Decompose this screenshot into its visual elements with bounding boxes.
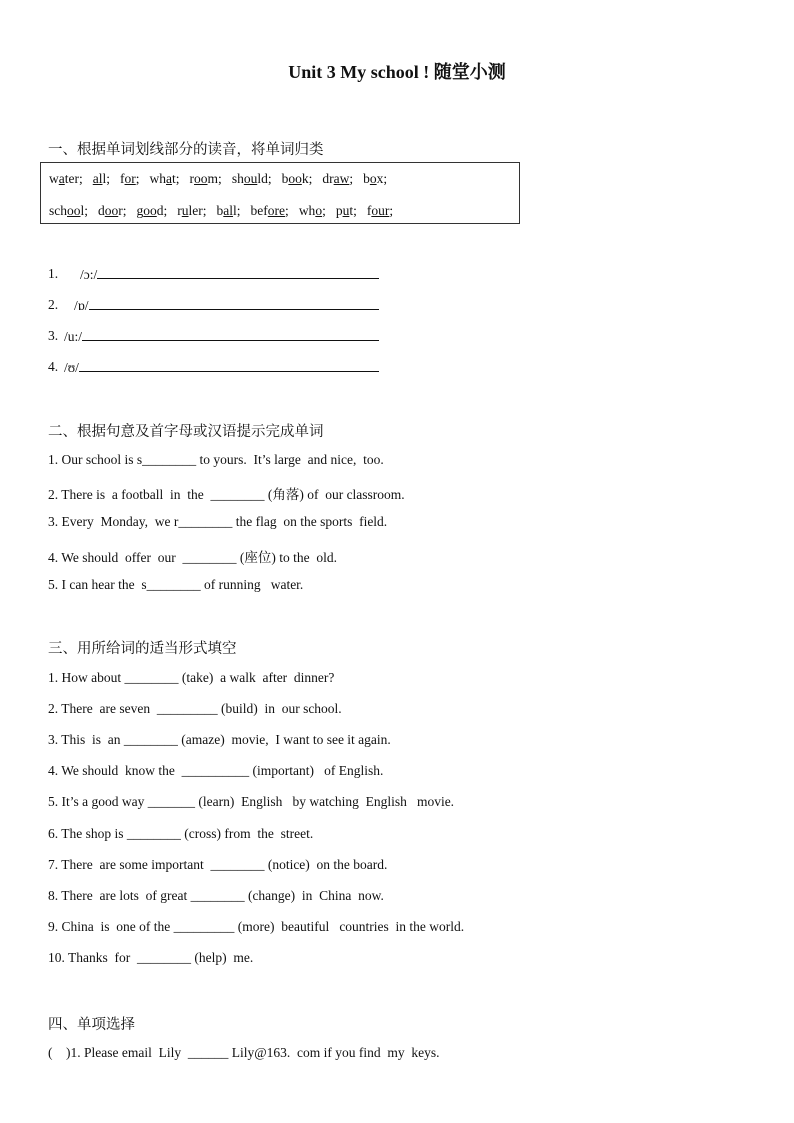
answer-blank[interactable] xyxy=(82,328,379,341)
phonetic-symbol: /u:/ xyxy=(64,328,379,345)
phonetic-item-number: 2. xyxy=(48,297,59,312)
word-item: put; xyxy=(335,203,357,218)
question-item: 5. It’s a good way _______ (learn) English by watching English movie. xyxy=(48,794,455,810)
section-1-heading: 一、根据单词划线部分的读音，将单词归类 xyxy=(48,142,324,158)
word-item: school; xyxy=(49,203,89,218)
word-row-1 xyxy=(49,171,397,187)
choice-question-item: ( )1. Please email Lily ______ Lily@163. com if you find my keys. xyxy=(48,1045,440,1060)
question-item: 4. We should offer our ________ (座位) to the old. xyxy=(48,549,338,565)
phonetic-symbol: /ɒ/ xyxy=(74,297,379,314)
word-item: ruler; xyxy=(177,203,207,218)
section-2-heading: 二、根据句意及首字母或汉语提示完成单词 xyxy=(48,424,324,440)
word-row-2 xyxy=(49,203,403,219)
question-item: 2. There is a football in the ________ (角落) of our classroom. xyxy=(48,487,405,503)
question-item: 7. There are some important ________ (notice) on the board. xyxy=(48,856,388,872)
word-item: for; xyxy=(120,171,140,186)
question-item: 4. We should know the __________ (important) of English. xyxy=(48,763,384,779)
answer-blank[interactable] xyxy=(79,359,379,372)
answer-blank[interactable] xyxy=(97,266,379,279)
word-item: should; xyxy=(231,171,272,186)
word-item: door; xyxy=(98,203,127,218)
question-item: 1. How about ________ (take) a walk after dinner? xyxy=(48,670,335,685)
word-item: all; xyxy=(92,171,111,186)
word-item: good; xyxy=(136,203,168,218)
word-item: four; xyxy=(366,203,394,218)
phonetic-symbol: /ɔ:/ xyxy=(80,266,379,283)
word-item: room; xyxy=(189,171,222,186)
phonetic-item-number: 3. xyxy=(48,328,59,343)
section-3-heading: 三、用所给词的适当形式填空 xyxy=(48,641,237,657)
word-item: what; xyxy=(149,171,180,186)
question-item: 3. Every Monday, we r________ the flag on the sports field. xyxy=(48,514,388,530)
word-item: book; xyxy=(281,171,313,186)
phonetic-symbol: /ʊ/ xyxy=(64,359,379,376)
word-item: box; xyxy=(363,171,388,186)
question-item: 6. The shop is ________ (cross) from the street. xyxy=(48,825,314,841)
word-item: water; xyxy=(49,171,83,186)
question-item: 1. Our school is s________ to yours. It’s large and nice, too. xyxy=(48,452,384,467)
question-item: 8. There are lots of great ________ (change) in China now. xyxy=(48,887,384,903)
word-box xyxy=(40,162,520,224)
question-item: 10. Thanks for ________ (help) me. xyxy=(48,949,254,965)
question-item: 5. I can hear the s________ of running water. xyxy=(48,576,304,592)
answer-blank[interactable] xyxy=(89,297,379,310)
question-item: 2. There are seven _________ (build) in our school. xyxy=(48,701,342,717)
phonetic-item-number: 1. xyxy=(48,266,59,281)
word-item: draw; xyxy=(322,171,354,186)
word-item: who; xyxy=(298,203,326,218)
page-title: Unit 3 My school ! 随堂小测 xyxy=(288,62,506,82)
word-item: ball; xyxy=(216,203,241,218)
phonetic-item-number: 4. xyxy=(48,359,59,374)
word-item: before; xyxy=(250,203,289,218)
question-item: 3. This is an ________ (amaze) movie, I want to see it again. xyxy=(48,732,391,748)
question-item: 9. China is one of the _________ (more) beautiful countries in the world. xyxy=(48,918,465,934)
section-4-heading: 四、单项选择 xyxy=(48,1017,135,1033)
